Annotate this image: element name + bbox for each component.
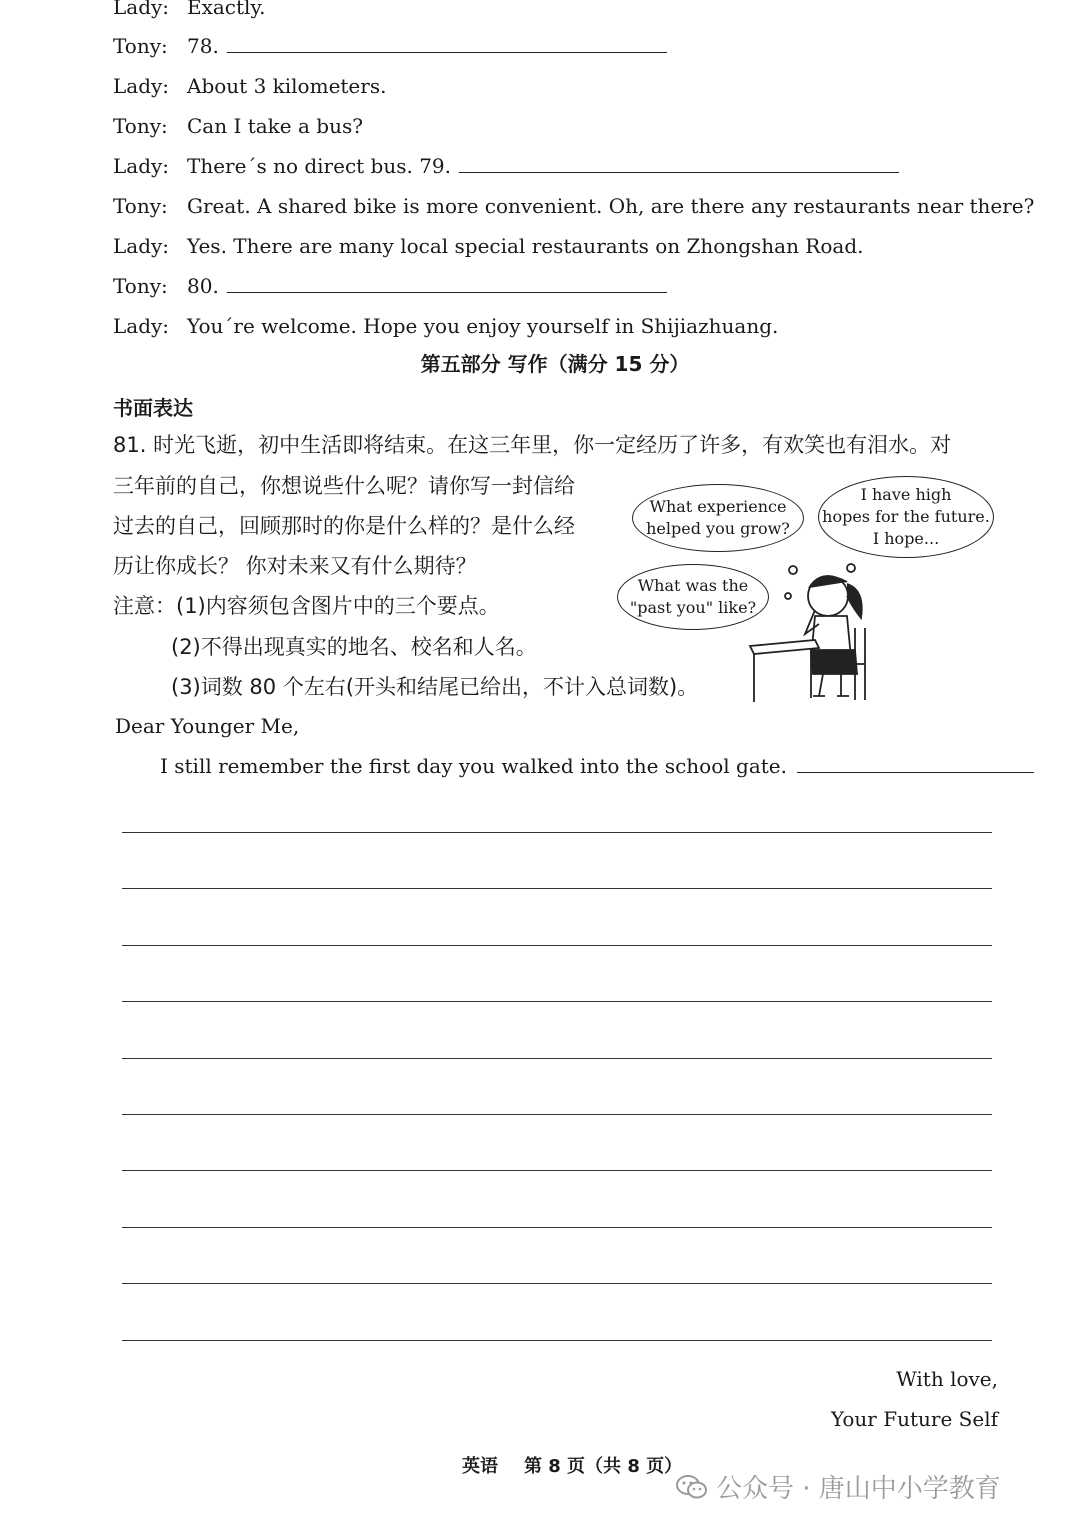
dialogue-line	[113, 31, 667, 61]
footer-page: 第 8 页（共 8 页）	[524, 1456, 683, 1477]
section-title: 第五部分 写作（满分 15 分）	[420, 352, 690, 376]
answer-blank[interactable]	[797, 754, 1034, 773]
speaker-label: Lady:	[113, 0, 170, 19]
writing-line[interactable]	[122, 1170, 992, 1171]
writing-line[interactable]	[122, 1340, 992, 1341]
speaker-label: Lady:	[113, 234, 170, 258]
speaker-label: Lady:	[113, 154, 170, 178]
dialogue-text: Yes. There are many local special restaurants on Zhongshan Road.	[187, 234, 864, 258]
sub-title: 书面表达	[113, 396, 193, 420]
dialogue-line	[113, 271, 667, 301]
writing-line[interactable]	[122, 888, 992, 889]
watermark-text: 公众号 · 唐山中小学教育	[716, 1474, 1001, 1504]
writing-line[interactable]	[122, 945, 992, 946]
dialogue-text: About 3 kilometers.	[187, 74, 387, 98]
footer-subject: 英语	[462, 1456, 498, 1477]
answer-blank[interactable]	[227, 274, 667, 293]
prompt-line-3: 过去的自己，回顾那时的你是什么样的？是什么经	[113, 514, 575, 538]
dialogue-line	[113, 71, 386, 101]
dialogue-text: There´s no direct bus. 79.	[187, 154, 452, 178]
answer-blank[interactable]	[459, 154, 899, 173]
speaker-label: Tony:	[113, 34, 168, 58]
note-1: 注意：(1)内容须包含图片中的三个要点。	[113, 594, 500, 618]
dialogue-text: 78.	[187, 34, 219, 58]
writing-line[interactable]	[122, 1283, 992, 1284]
speaker-label: Tony:	[113, 114, 168, 138]
letter-first-line	[160, 754, 1034, 778]
writing-line[interactable]	[122, 1058, 992, 1059]
prompt-line-4: 历让你成长？ 你对未来又有什么期待？	[113, 554, 477, 578]
dialogue-line	[113, 191, 1034, 221]
dialogue-text: Exactly.	[187, 0, 266, 19]
dialogue-line	[113, 151, 899, 181]
answer-blank[interactable]	[227, 34, 667, 53]
first-sentence: I still remember the first day you walked into the school gate.	[160, 754, 787, 778]
closing-1: With love,	[896, 1367, 998, 1391]
dialogue-line	[113, 311, 778, 341]
speaker-label: Tony:	[113, 194, 168, 218]
dialogue-line	[113, 231, 863, 261]
speaker-label: Lady:	[113, 74, 170, 98]
prompt-line-1: 81. 时光飞逝，初中生活即将结束。在这三年里，你一定经历了许多，有欢笑也有泪水。对	[113, 433, 952, 457]
dialogue-line	[113, 0, 265, 22]
dialogue-text: You´re welcome. Hope you enjoy yourself in Shijiazhuang.	[187, 314, 779, 338]
girl-at-desk-icon	[615, 478, 1000, 710]
speaker-label: Lady:	[113, 314, 170, 338]
speaker-label: Tony:	[113, 274, 168, 298]
prompt-line-2: 三年前的自己，你想说些什么呢？请你写一封信给	[113, 474, 575, 498]
page-footer	[462, 1452, 708, 1478]
girl-thinking-illustration	[615, 478, 1000, 710]
dialogue-text: Can I take a bus?	[187, 114, 363, 138]
bubble-past-you: What was the "past you" like?	[617, 564, 769, 630]
writing-line[interactable]	[122, 1114, 992, 1115]
writing-line[interactable]	[122, 1227, 992, 1228]
writing-line[interactable]	[122, 1001, 992, 1002]
dialogue-text: Great. A shared bike is more convenient. Oh, are there any restaurants near there?	[187, 194, 1035, 218]
letter-greeting: Dear Younger Me,	[115, 714, 300, 738]
note-3: (3)词数 80 个左右(开头和结尾已给出，不计入总词数)。	[171, 675, 699, 699]
watermark	[676, 1468, 1001, 1505]
closing-2: Your Future Self	[830, 1407, 998, 1431]
note-2: (2)不得出现真实的地名、校名和人名。	[171, 635, 537, 659]
wechat-icon	[676, 1473, 708, 1501]
dialogue-line	[113, 111, 363, 141]
bubble-experience: What experience helped you grow?	[632, 484, 804, 552]
bubble-future: I have high hopes for the future. I hope...	[818, 476, 994, 558]
dialogue-text: 80.	[187, 274, 219, 298]
writing-line[interactable]	[122, 832, 992, 833]
